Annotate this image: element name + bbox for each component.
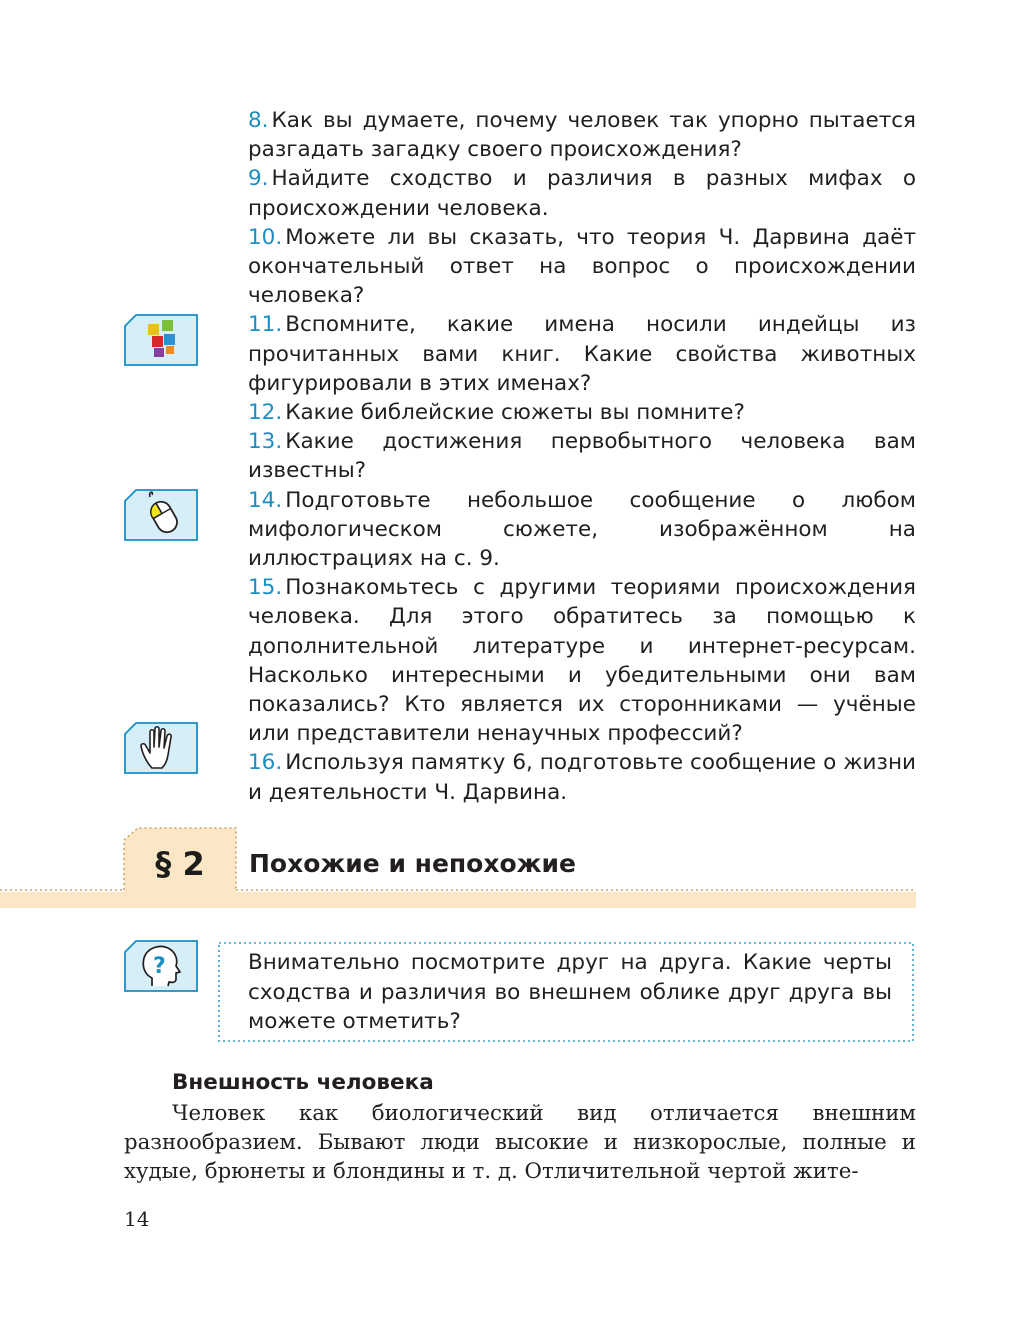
puzzle-icon (124, 314, 198, 366)
question-10 (248, 223, 916, 311)
task-text: Внимательно посмотрите друг на друга. Какие черты сходства и различия во внешнем облике друг друга вы можете отметить? (248, 950, 892, 1034)
question-text: Вспомните, какие имена носили индейцы из прочитанных вами книг. Какие свойства животных фигурировали в этих именах? (248, 312, 916, 396)
question-number: 12. (248, 400, 283, 426)
question-13 (248, 427, 916, 485)
question-12 (248, 398, 916, 427)
question-8 (248, 106, 916, 164)
question-text: Подготовьте небольшое сообщение о любом мифологическом сюжете, изображённом на иллюстрациях на с. 9. (248, 487, 916, 572)
questions-list (248, 106, 916, 807)
question-number: 13. (248, 429, 283, 455)
page-number: 14 (124, 1207, 150, 1231)
subheading: Внешность человека (172, 1070, 434, 1095)
question-15 (248, 573, 916, 748)
question-14 (248, 486, 916, 574)
question-number: 9. (248, 166, 269, 192)
question-number: 16. (248, 750, 283, 776)
question-9 (248, 164, 916, 222)
computer-mouse-icon (124, 489, 198, 541)
question-number: 14. (248, 487, 283, 513)
question-11 (248, 310, 916, 398)
question-text: Используя памятку 6, подготовьте сообщение о жизни и деятельности Ч. Дарвина. (248, 750, 916, 805)
question-text: Найдите сходство и различия в разных мифах о происхождении человека. (248, 166, 916, 221)
section-title: Похожие и непохожие (249, 849, 577, 878)
question-16 (248, 748, 916, 806)
question-text: Как вы думаете, почему человек так упорно пытается разгадать загадку своего происхождения? (248, 108, 916, 163)
question-text: Какие библейские сюжеты вы помните? (285, 400, 745, 426)
head-question-icon (124, 940, 198, 992)
question-text: Можете ли вы сказать, что теория Ч. Дарвина даёт окончательный ответ на вопрос о происхождении человека? (248, 224, 916, 309)
question-number: 8. (248, 108, 269, 133)
hand-icon (124, 722, 198, 774)
question-number: 15. (248, 575, 283, 601)
svg-text:?: ? (153, 954, 166, 979)
question-text: Познакомьтесь с другими теориями происхождения человека. Для этого обратитесь за помощью к дополнительной литературе и интернет-ресурсам. Насколько интересными и убедительными они вам показались? Кто является их сторонниками — учёные или представители ненаучных профессий? (248, 575, 916, 747)
question-number: 10. (248, 224, 283, 250)
section-number: § 2 (155, 845, 205, 883)
body-paragraph: Человек как биологический вид отличается внешним разнообразием. Бывают люди высокие и низкорослые, полные и худые, брюнеты и блондины и т. д. Отличительной чертой жите- (124, 1101, 916, 1184)
question-text: Какие достижения первобытного человека вам известны? (248, 429, 916, 484)
question-number: 11. (248, 312, 283, 338)
